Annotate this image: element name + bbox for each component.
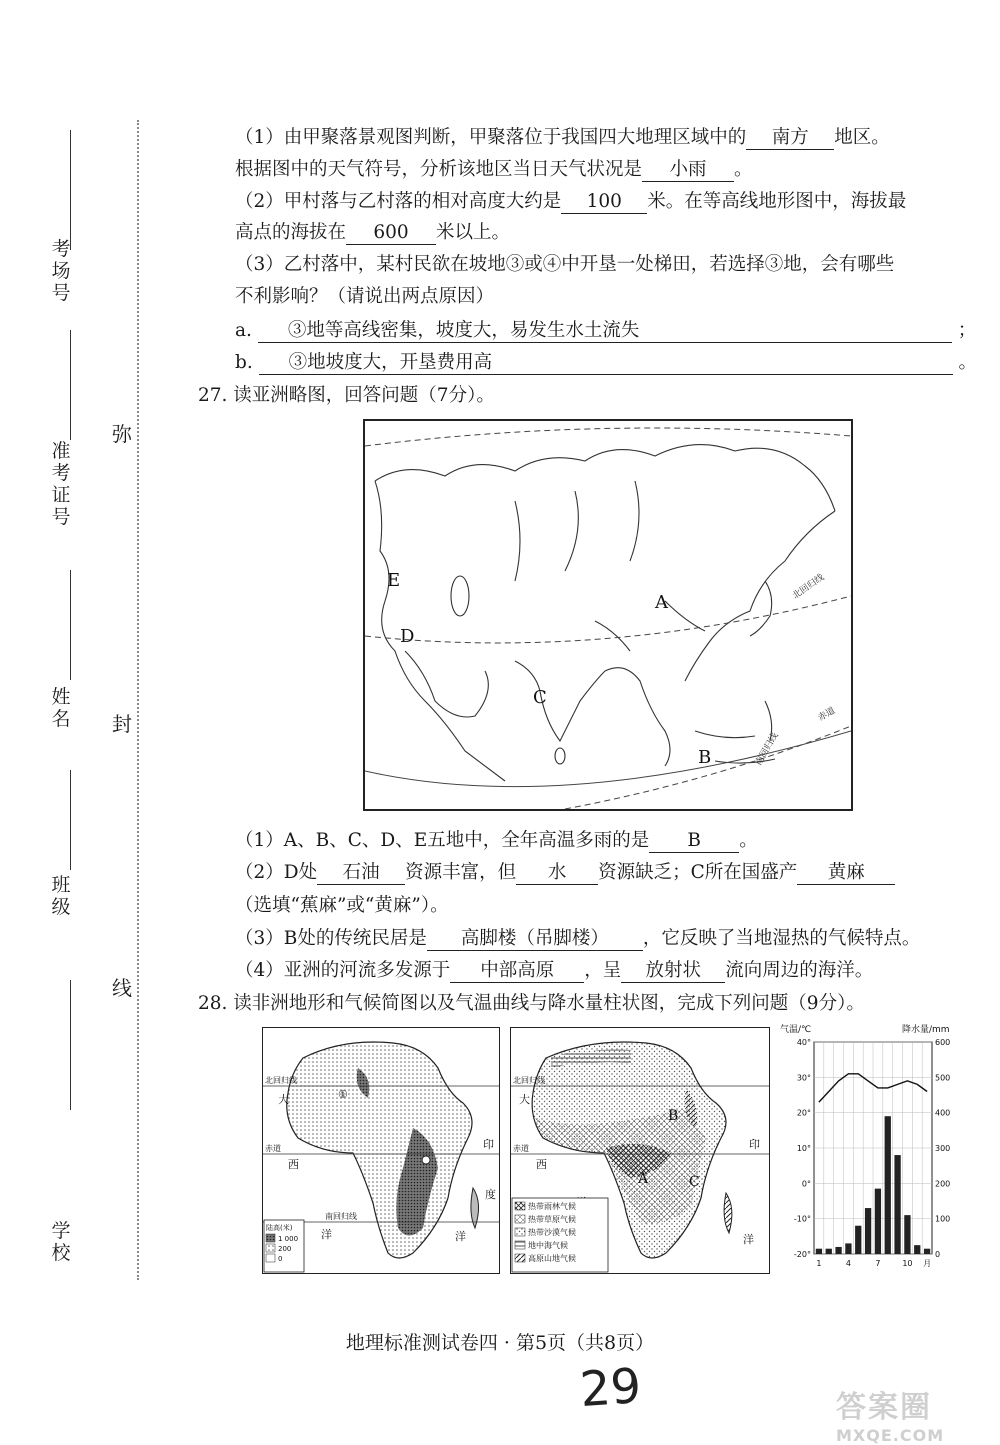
left-tick-label: -10° xyxy=(793,1214,811,1224)
climate-legend-item: 高原山地气候 xyxy=(528,1254,576,1263)
seal-dotted-line xyxy=(137,120,139,1280)
africa-climate-svg xyxy=(511,1028,769,1273)
climate-atl-2: 西 xyxy=(536,1158,547,1171)
climate-legend xyxy=(512,1198,608,1272)
handwritten-page-number: 29 xyxy=(578,1357,643,1419)
right-tick-label: 600 xyxy=(935,1038,951,1047)
q27-text: （2）D处 xyxy=(235,862,318,883)
q27-text: ，呈 xyxy=(584,960,622,981)
q27-text: 资源丰富，但 xyxy=(405,862,517,883)
map-label-tropic-n: 北回归线 xyxy=(790,572,827,602)
right-tick-label: 200 xyxy=(935,1179,951,1189)
terrain-circle-1: ① xyxy=(338,1088,348,1101)
margin-line xyxy=(70,570,71,680)
precip-bar xyxy=(894,1155,900,1254)
exam-room-label: 考场号 xyxy=(51,238,71,304)
q26-text: 米以上。 xyxy=(436,222,511,243)
left-tick-label: 10° xyxy=(796,1144,811,1153)
q27-part3 xyxy=(235,926,920,952)
climate-legend-item: 热带雨林气候 xyxy=(528,1202,576,1211)
climate-label-A: A xyxy=(638,1171,649,1187)
right-tick-label: 0 xyxy=(935,1250,941,1259)
q26-part1-line1 xyxy=(235,125,890,151)
answer-blank: ③地等高线密集，坡度大，易发生水土流失 xyxy=(258,320,952,343)
terrain-atl-2: 西 xyxy=(288,1158,299,1171)
x-unit-label: 月 xyxy=(923,1259,932,1268)
precip-bar xyxy=(904,1215,910,1254)
q26-text: ； xyxy=(957,320,977,341)
x-tick-label: 10 xyxy=(902,1259,913,1268)
q26-part3-line1 xyxy=(235,252,894,278)
precip-bar xyxy=(875,1189,881,1254)
left-tick-label: 20° xyxy=(796,1108,811,1118)
watermark-text-1: 答案圈 xyxy=(836,1390,932,1425)
q27-part2-cont: （选填“蕉麻”或“黄麻”）。 xyxy=(235,895,449,916)
climate-label-B: B xyxy=(668,1108,679,1124)
q26-answer-b xyxy=(235,350,977,376)
right-tick-label: 100 xyxy=(935,1214,951,1224)
terrain-equator: 赤道 xyxy=(265,1144,281,1153)
terrain-ind-2: 度 xyxy=(485,1188,496,1201)
q27-text: ，它反映了当地湿热的气候特点。 xyxy=(642,928,921,949)
map-label-equator: 赤道 xyxy=(816,705,838,724)
q26-text: 高点的海拔在 xyxy=(235,222,347,243)
left-tick-label: -20° xyxy=(793,1250,811,1259)
answer-blank: 黄麻 xyxy=(797,862,895,885)
precip-bar xyxy=(914,1245,920,1254)
answer-blank: 600 xyxy=(346,222,436,245)
q26-text: （3）乙村落中，某村民欲在坡地③或④中开垦一处梯田，若选择③地，会有哪些 xyxy=(235,254,895,275)
precip-bar xyxy=(826,1249,832,1254)
q26-text: （2）甲村落与乙村落的相对高度大约是 xyxy=(235,191,562,212)
right-tick-label: 400 xyxy=(935,1108,951,1118)
x-tick-label: 4 xyxy=(845,1259,851,1268)
africa-climate-map xyxy=(510,1027,770,1274)
terrain-ind-3: 洋 xyxy=(455,1230,466,1243)
climate-chart-svg xyxy=(778,1022,968,1277)
q26-part2-line1 xyxy=(235,189,906,215)
climate-legend-item: 热带沙漠气候 xyxy=(528,1228,576,1237)
q27-text: 流向周边的海洋。 xyxy=(725,960,874,981)
answer-blank: 100 xyxy=(561,191,647,214)
answer-blank: B xyxy=(649,830,739,853)
left-tick-label: 0° xyxy=(801,1179,811,1189)
climate-tropic-n: 北回归线 xyxy=(513,1076,545,1085)
right-tick-label: 300 xyxy=(935,1144,951,1153)
class-label: 班级 xyxy=(51,874,71,918)
precip-bar xyxy=(855,1226,861,1254)
q26-part1-line2 xyxy=(235,157,753,183)
africa-terrain-map xyxy=(262,1027,500,1274)
map-label-tropic-s: 南回归线 xyxy=(753,731,781,768)
margin-line xyxy=(70,980,71,1110)
left-tick-label: 40° xyxy=(796,1038,811,1047)
left-axis-label: 气温/℃ xyxy=(780,1025,812,1035)
watermark xyxy=(836,1382,986,1445)
climate-legend-item: 地中海气候 xyxy=(528,1241,568,1250)
legend-value: 200 xyxy=(278,1245,292,1253)
q27-part1 xyxy=(235,828,758,854)
precip-bar xyxy=(835,1247,841,1254)
climate-equator: 赤道 xyxy=(513,1144,529,1153)
africa-terrain-svg xyxy=(263,1028,499,1273)
q27-part2 xyxy=(235,860,895,886)
map-label-D: D xyxy=(400,626,415,647)
margin-line xyxy=(70,130,71,250)
x-tick-label: 7 xyxy=(875,1259,881,1268)
q26-text: （1）由甲聚落景观图判断，甲聚落位于我国四大地理区域中的 xyxy=(235,127,747,148)
margin-line xyxy=(70,770,71,870)
page-footer: 地理标准测试卷四 · 第5页（共8页） xyxy=(345,1332,655,1354)
seal-char-xian: 线 xyxy=(108,972,136,1001)
q27-text: 。 xyxy=(739,830,758,851)
asia-map-svg xyxy=(365,421,851,809)
climate-label-C: C xyxy=(689,1174,700,1190)
q26-part3-line2 xyxy=(235,284,494,310)
q27-text: 资源缺乏；C所在国盛产 xyxy=(598,862,798,883)
q26-text: 。 xyxy=(958,352,978,373)
q27-text: （1）A、B、C、D、E五地中，全年高温多雨的是 xyxy=(235,830,650,851)
q26-answer-a xyxy=(235,318,976,344)
terrain-tropic-n: 北回归线 xyxy=(265,1076,297,1085)
answer-blank: 放射状 xyxy=(621,960,725,983)
margin-line xyxy=(70,330,71,440)
q26-text: 米。在等高线地形图中，海拔最 xyxy=(647,191,907,212)
precip-bar xyxy=(816,1249,822,1254)
precip-bar xyxy=(924,1249,930,1254)
legend-value: 0 xyxy=(278,1255,283,1263)
answer-blank: 高脚楼（吊脚楼） xyxy=(427,928,643,951)
map-label-B: B xyxy=(698,747,712,768)
q27-text: （3）B处的传统民居是 xyxy=(235,928,427,949)
legend-title: 陆高(米) xyxy=(266,1224,293,1232)
q26-text: 地区。 xyxy=(834,127,890,148)
climate-atl-1: 大 xyxy=(519,1093,530,1106)
answer-blank: 南方 xyxy=(746,127,834,150)
climate-chart xyxy=(778,1022,968,1277)
school-label: 学校 xyxy=(51,1220,71,1264)
q27-part4 xyxy=(235,958,873,984)
precip-bar xyxy=(865,1208,871,1254)
q27-title: 27. 读亚洲略图，回答问题（7分）。 xyxy=(198,385,495,406)
right-axis-label: 降水量/mm xyxy=(902,1025,950,1035)
map-label-C: C xyxy=(533,687,547,708)
precip-bar xyxy=(885,1116,891,1254)
q27-text: （4）亚洲的河流多发源于 xyxy=(235,960,451,981)
seal-char-mi: 弥 xyxy=(108,418,136,447)
climate-ind-1: 印 xyxy=(749,1138,760,1151)
answer-blank: 石油 xyxy=(317,862,405,885)
legend-value: 1 000 xyxy=(278,1235,299,1243)
answer-blank: ③地坡度大，开垦费用高 xyxy=(259,352,953,375)
climate-ind-3: 洋 xyxy=(743,1233,754,1246)
q28-title: 28. 读非洲地形和气候简图以及气温曲线与降水量柱状图，完成下列问题（9分）。 xyxy=(198,993,865,1014)
terrain-tropic-s: 南回归线 xyxy=(325,1212,357,1221)
q26-part2-line2 xyxy=(235,220,510,246)
seal-char-feng: 封 xyxy=(108,708,136,737)
q26-text: a. xyxy=(235,320,252,341)
answer-blank: 中部高原 xyxy=(450,960,584,983)
x-tick-label: 1 xyxy=(816,1259,822,1268)
precip-bar xyxy=(845,1243,851,1254)
climate-legend-item: 热带草原气候 xyxy=(528,1215,576,1224)
right-tick-label: 500 xyxy=(935,1073,951,1083)
q26-text: 不利影响？（请说出两点原因） xyxy=(235,286,495,307)
terrain-atl-1: 大 xyxy=(278,1093,289,1106)
q26-text: b. xyxy=(235,352,253,373)
answer-blank: 水 xyxy=(516,862,598,885)
terrain-ind-1: 印 xyxy=(483,1138,494,1151)
left-tick-label: 30° xyxy=(796,1073,811,1083)
terrain-legend xyxy=(264,1220,304,1272)
watermark-text-2: MXQE.COM xyxy=(836,1426,945,1445)
terrain-atl-3: 洋 xyxy=(321,1228,332,1241)
map-label-A: A xyxy=(655,592,668,613)
q26-text: 根据图中的天气符号，分析该地区当日天气状况是 xyxy=(235,159,643,180)
asia-map xyxy=(363,419,853,811)
name-label: 姓名 xyxy=(51,686,71,730)
ticket-number-label: 准考证号 xyxy=(51,440,71,528)
map-label-E: E xyxy=(387,570,401,591)
q26-text: 。 xyxy=(734,159,753,180)
answer-blank: 小雨 xyxy=(642,159,734,182)
